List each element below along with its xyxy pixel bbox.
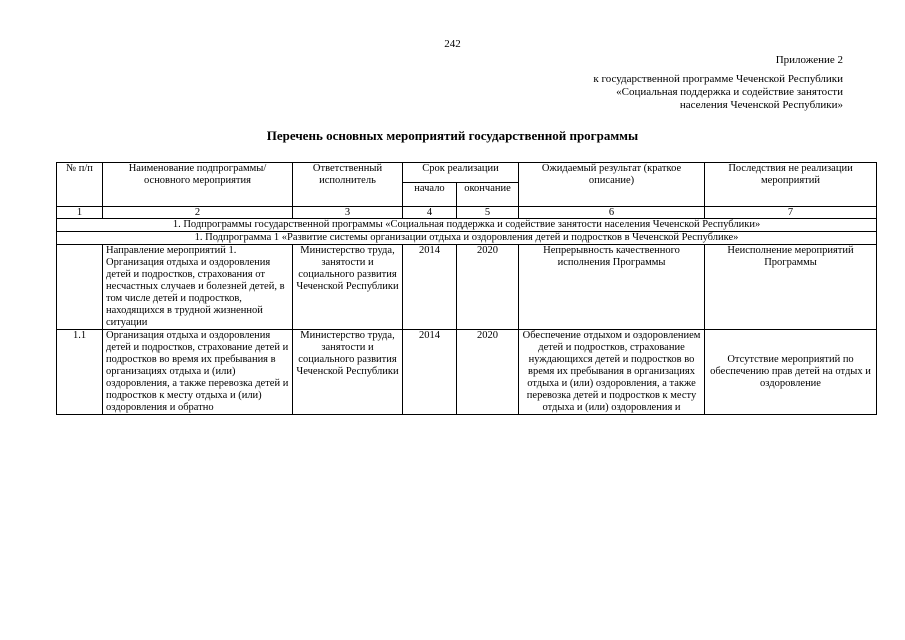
col-number: 3 (293, 207, 403, 219)
col-number: 5 (457, 207, 519, 219)
annex-description (593, 73, 843, 112)
header-executor: Ответственный исполнитель (293, 163, 403, 207)
row-consequences: Неисполнение мероприятий Программы (705, 245, 877, 330)
annex-line-2: «Социальная поддержка и содействие занятости (616, 86, 843, 98)
col-number: 6 (519, 207, 705, 219)
header-period: Срок реализации (403, 163, 519, 183)
row-result: Непрерывность качественного исполнения Программы (519, 245, 705, 330)
table-row (57, 330, 877, 415)
col-number: 4 (403, 207, 457, 219)
row-num: 1.1 (57, 330, 103, 415)
header-consequences: Последствия не реализации мероприятий (705, 163, 877, 207)
header-result: Ожидаемый результат (краткое описание) (519, 163, 705, 207)
document-title: Перечень основных мероприятий государственной программы (266, 128, 639, 143)
column-numbers-row (57, 207, 877, 219)
row-start: 2014 (403, 330, 457, 415)
row-num (57, 245, 103, 330)
annex-line-3: населения Чеченской Республики» (679, 99, 843, 111)
row-name: Организация отдыха и оздоровления детей и подростков, страхование детей и подростков во время их пребывания в организациях отдыха и (или) оздоровления, а также перевозка детей и подростков к месту отдыха и (или) оздоровления и обратно (103, 330, 293, 415)
row-name: Направление мероприятий 1. Организация отдыха и оздоровления детей и подростков, страхования от несчастных случаев и болезней детей, в том числе детей и подростков, находящихся в трудной жизненной ситуации (103, 245, 293, 330)
row-end: 2020 (457, 330, 519, 415)
row-start: 2014 (403, 245, 457, 330)
header-start: начало (403, 183, 457, 207)
row-executor: Министерство труда, занятости и социального развития Чеченской Республики (293, 330, 403, 415)
subsection-title: 1. Подпрограмма 1 «Развитие системы организации отдыха и оздоровления детей и подростков в Чеченской Республике» (57, 232, 877, 245)
row-consequences: Отсутствие мероприятий по обеспечению прав детей на отдых и оздоровление (705, 330, 877, 415)
section-title: 1. Подпрограммы государственной программы «Социальная поддержка и содействие занятости населения Чеченской Республики» (57, 219, 877, 232)
header-row-1 (57, 163, 877, 183)
header-end: окончание (457, 183, 519, 207)
col-number: 1 (57, 207, 103, 219)
header-name: Наименование подпрограммы/ основного мероприятия (103, 163, 293, 207)
col-number: 2 (103, 207, 293, 219)
table-row (57, 245, 877, 330)
annex-label: Приложение 2 (775, 54, 843, 66)
row-end: 2020 (457, 245, 519, 330)
page-number: 242 (444, 38, 461, 50)
col-number: 7 (705, 207, 877, 219)
section-row (57, 219, 877, 232)
row-executor: Министерство труда, занятости и социального развития Чеченской Республики (293, 245, 403, 330)
subsection-row (57, 232, 877, 245)
annex-line-1: к государственной программе Чеченской Республики (593, 73, 843, 85)
measures-table (56, 162, 877, 415)
header-num: № п/п (57, 163, 103, 207)
row-result: Обеспечение отдыхом и оздоровлением детей и подростков, страхование нуждающихся детей и подростков во время их пребывания в организациях отдыха и (или) оздоровления, а также перевозка детей и подростков к месту отдыха и (или) оздоровления и (519, 330, 705, 415)
